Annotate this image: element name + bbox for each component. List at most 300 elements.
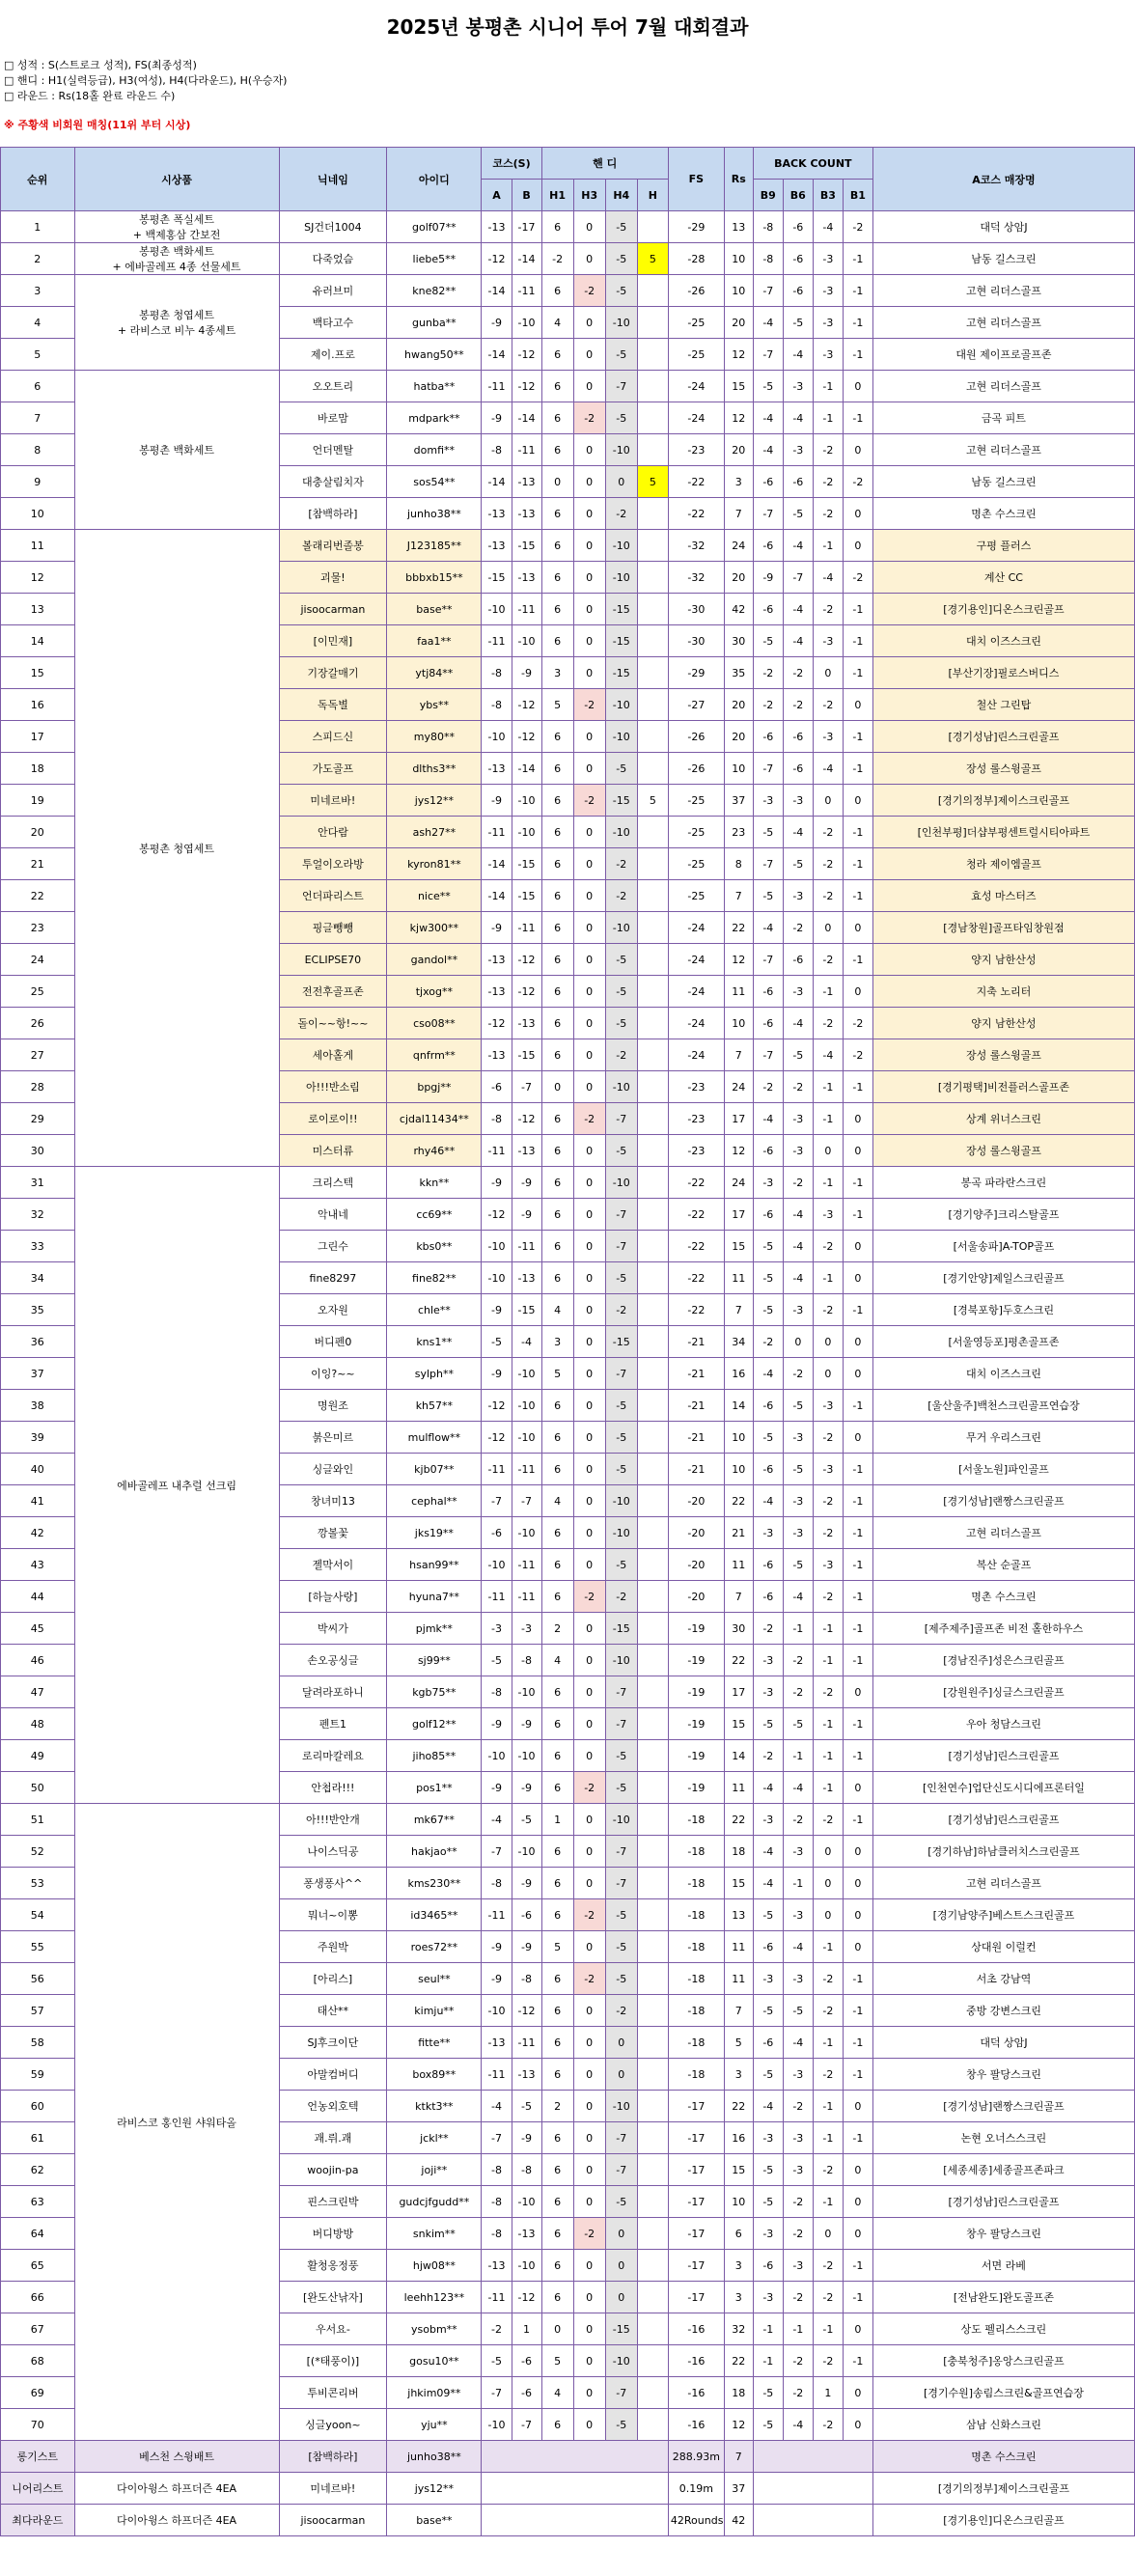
cell-store: 상대원 이럴컨 [872, 1931, 1134, 1963]
awards-body [1, 2441, 1135, 2536]
cell-nickname: 전전후골프존 [279, 976, 387, 1008]
cell-course-a: -6 [482, 1517, 512, 1549]
cell-rs: 11 [724, 1549, 753, 1581]
cell-h [637, 1071, 668, 1103]
cell-h3: 0 [573, 1039, 605, 1071]
cell-rs: 10 [724, 1454, 753, 1485]
cell-b9: -5 [753, 2059, 783, 2091]
cell-h4: -15 [605, 2313, 637, 2345]
note-round: □ 라운드 : Rs(18홀 완료 라운드 수) [4, 90, 176, 102]
cell-h1: 6 [541, 2218, 573, 2250]
cell-h3: 0 [573, 1326, 605, 1358]
cell-h3: 0 [573, 2377, 605, 2409]
cell-course-b: -10 [512, 2186, 541, 2218]
cell-b3: -4 [813, 1039, 843, 1071]
cell-h [637, 817, 668, 848]
cell-rank: 2 [1, 243, 75, 275]
cell-store: [강원원주]싱글스크린골프 [872, 1676, 1134, 1708]
cell-b9: -2 [753, 1613, 783, 1645]
cell-b3: -4 [813, 753, 843, 785]
cell-course-b: -12 [512, 1103, 541, 1135]
cell-h [637, 2122, 668, 2154]
cell-b9: -6 [753, 1581, 783, 1613]
cell-rs: 10 [724, 1008, 753, 1039]
cell-store: 창우 팔당스크린 [872, 2059, 1134, 2091]
cell-h1: 6 [541, 498, 573, 530]
cell-rank: 1 [1, 211, 75, 243]
cell-rank: 12 [1, 562, 75, 594]
cell-fs: -16 [668, 2313, 724, 2345]
cell-b1: -1 [843, 1581, 872, 1613]
cell-b9: -6 [753, 1199, 783, 1231]
cell-b6: -4 [783, 817, 813, 848]
cell-course-a: -4 [482, 2091, 512, 2122]
cell-store: 대원 제이프로골프존 [872, 339, 1134, 371]
cell-h [637, 1645, 668, 1676]
cell-id: jckl** [387, 2122, 482, 2154]
cell-b1: -1 [843, 1549, 872, 1581]
cell-h1: 6 [541, 944, 573, 976]
cell-h1: 6 [541, 817, 573, 848]
award-blank [753, 2505, 872, 2536]
cell-b1: -1 [843, 880, 872, 912]
cell-h [637, 307, 668, 339]
cell-course-b: -12 [512, 944, 541, 976]
cell-rs: 3 [724, 2059, 753, 2091]
cell-course-b: -12 [512, 976, 541, 1008]
cell-h [637, 1708, 668, 1740]
cell-h1: 6 [541, 371, 573, 402]
cell-h4: -10 [605, 1485, 637, 1517]
cell-course-b: -11 [512, 2027, 541, 2059]
cell-nickname: 퐁생퐁사^^ [279, 1868, 387, 1899]
cell-nickname: 나이스딕공 [279, 1836, 387, 1868]
cell-h1: 6 [541, 2027, 573, 2059]
cell-h1: 6 [541, 1708, 573, 1740]
cell-b6: -4 [783, 1581, 813, 1613]
cell-rank: 39 [1, 1422, 75, 1454]
cell-nickname: 아!!!반안개 [279, 1804, 387, 1836]
header-h4: H4 [605, 180, 637, 211]
cell-rs: 12 [724, 402, 753, 434]
cell-course-a: -14 [482, 848, 512, 880]
cell-h1: 6 [541, 1231, 573, 1262]
cell-b6: -4 [783, 625, 813, 657]
cell-b1: -1 [843, 275, 872, 307]
cell-rank: 43 [1, 1549, 75, 1581]
cell-b9: -6 [753, 594, 783, 625]
cell-b1: 0 [843, 1836, 872, 1868]
cell-rank: 45 [1, 1613, 75, 1645]
cell-course-b: -12 [512, 1995, 541, 2027]
cell-b9: -8 [753, 211, 783, 243]
cell-h [637, 562, 668, 594]
cell-fs: -17 [668, 2186, 724, 2218]
cell-b1: 0 [843, 1231, 872, 1262]
cell-b6: -3 [783, 1103, 813, 1135]
cell-h1: 6 [541, 2122, 573, 2154]
cell-rank: 42 [1, 1517, 75, 1549]
cell-h4: -10 [605, 1071, 637, 1103]
cell-fs: -17 [668, 2250, 724, 2282]
cell-b3: -2 [813, 880, 843, 912]
cell-b9: -3 [753, 785, 783, 817]
cell-h: 5 [637, 785, 668, 817]
cell-h4: -2 [605, 848, 637, 880]
cell-b9: -5 [753, 2377, 783, 2409]
cell-id: gandol** [387, 944, 482, 976]
cell-b3: -2 [813, 1485, 843, 1517]
award-row [1, 2441, 1135, 2473]
cell-fs: -25 [668, 817, 724, 848]
cell-b6: -3 [783, 1294, 813, 1326]
cell-fs: -22 [668, 1231, 724, 1262]
cell-b6: -2 [783, 912, 813, 944]
cell-id: kjw300** [387, 912, 482, 944]
cell-rank: 41 [1, 1485, 75, 1517]
cell-b1: 0 [843, 1772, 872, 1804]
cell-h4: -10 [605, 434, 637, 466]
cell-b9: -7 [753, 944, 783, 976]
cell-b3: -1 [813, 1740, 843, 1772]
cell-store: 서초 강남역 [872, 1963, 1134, 1995]
cell-rank: 60 [1, 2091, 75, 2122]
cell-b6: -2 [783, 2345, 813, 2377]
cell-rs: 3 [724, 2250, 753, 2282]
cell-store: [경북포항]두호스크린 [872, 1294, 1134, 1326]
cell-rank: 35 [1, 1294, 75, 1326]
cell-b3: 0 [813, 1836, 843, 1868]
cell-h1: 4 [541, 307, 573, 339]
cell-h3: 0 [573, 880, 605, 912]
cell-h1: -2 [541, 243, 573, 275]
cell-fs: -17 [668, 2218, 724, 2250]
cell-h [637, 1454, 668, 1485]
cell-course-b: -13 [512, 466, 541, 498]
cell-rs: 12 [724, 944, 753, 976]
cell-h3: 0 [573, 434, 605, 466]
cell-h4: -2 [605, 1581, 637, 1613]
cell-course-b: -11 [512, 1581, 541, 1613]
cell-fs: -21 [668, 1422, 724, 1454]
cell-course-b: -8 [512, 2154, 541, 2186]
cell-course-a: -13 [482, 2250, 512, 2282]
cell-course-a: -11 [482, 625, 512, 657]
cell-h3: 0 [573, 371, 605, 402]
cell-h [637, 1995, 668, 2027]
cell-h [637, 2059, 668, 2091]
cell-b3: -3 [813, 1199, 843, 1231]
cell-store: [울산울주]백천스크린골프연습장 [872, 1390, 1134, 1422]
cell-h3: 0 [573, 211, 605, 243]
cell-h1: 6 [541, 1836, 573, 1868]
award-label: 니어리스트 [1, 2473, 75, 2505]
award-nickname: jisoocarman [279, 2505, 387, 2536]
cell-course-a: -9 [482, 1963, 512, 1995]
cell-id: kjb07** [387, 1454, 482, 1485]
cell-h [637, 275, 668, 307]
cell-b6: -2 [783, 2377, 813, 2409]
cell-b3: -3 [813, 307, 843, 339]
cell-b6: -4 [783, 2027, 813, 2059]
cell-rs: 7 [724, 1995, 753, 2027]
cell-b9: -6 [753, 1454, 783, 1485]
cell-nickname: 바로맘 [279, 402, 387, 434]
cell-b9: -4 [753, 1836, 783, 1868]
cell-store: [세종세종]세종골프존파크 [872, 2154, 1134, 2186]
cell-fs: -19 [668, 1708, 724, 1740]
award-blank [482, 2441, 668, 2473]
cell-h1: 6 [541, 1740, 573, 1772]
cell-b3: -2 [813, 848, 843, 880]
cell-course-b: -10 [512, 625, 541, 657]
cell-id: cso08** [387, 1008, 482, 1039]
cell-h [637, 2218, 668, 2250]
cell-b3: -3 [813, 275, 843, 307]
award-value: 42Rounds [668, 2505, 724, 2536]
cell-fs: -17 [668, 2122, 724, 2154]
cell-h1: 5 [541, 2345, 573, 2377]
cell-h: 5 [637, 243, 668, 275]
cell-h1: 6 [541, 1039, 573, 1071]
cell-h3: 0 [573, 1008, 605, 1039]
cell-course-a: -9 [482, 1772, 512, 1804]
cell-nickname: 유러브미 [279, 275, 387, 307]
cell-nickname: 크리스텍 [279, 1167, 387, 1199]
cell-b1: 0 [843, 1868, 872, 1899]
cell-id: hsan99** [387, 1549, 482, 1581]
cell-b9: -5 [753, 2154, 783, 2186]
cell-fs: -22 [668, 1294, 724, 1326]
cell-h1: 4 [541, 1294, 573, 1326]
cell-b6: -1 [783, 1613, 813, 1645]
cell-h1: 6 [541, 880, 573, 912]
cell-rs: 16 [724, 2122, 753, 2154]
cell-store: 고현 리더스골프 [872, 434, 1134, 466]
cell-b6: -5 [783, 498, 813, 530]
cell-store: [경기성남]린스크린골프 [872, 2186, 1134, 2218]
cell-course-b: -10 [512, 817, 541, 848]
cell-course-b: -7 [512, 2409, 541, 2441]
cell-course-b: -12 [512, 2282, 541, 2313]
cell-course-b: -9 [512, 1931, 541, 1963]
cell-store: 효성 마스터즈 [872, 880, 1134, 912]
cell-b1: -1 [843, 1517, 872, 1549]
cell-rank: 62 [1, 2154, 75, 2186]
cell-b3: -1 [813, 2122, 843, 2154]
cell-h3: 0 [573, 2186, 605, 2218]
cell-rank: 11 [1, 530, 75, 562]
cell-h1: 6 [541, 1390, 573, 1422]
cell-b9: -6 [753, 530, 783, 562]
cell-b1: 0 [843, 2377, 872, 2409]
cell-b1: -1 [843, 1963, 872, 1995]
cell-course-b: -13 [512, 1262, 541, 1294]
cell-h [637, 689, 668, 721]
cell-h1: 4 [541, 1645, 573, 1676]
cell-h1: 6 [541, 2409, 573, 2441]
cell-h1: 6 [541, 339, 573, 371]
cell-rs: 24 [724, 1167, 753, 1199]
cell-b6: -6 [783, 275, 813, 307]
cell-b6: -3 [783, 2059, 813, 2091]
cell-h3: -2 [573, 1772, 605, 1804]
cell-course-a: -14 [482, 880, 512, 912]
cell-h3: 0 [573, 562, 605, 594]
cell-course-b: -12 [512, 689, 541, 721]
cell-b3: -1 [813, 371, 843, 402]
cell-h1: 6 [541, 1676, 573, 1708]
cell-nickname: [(*태풍이)] [279, 2345, 387, 2377]
cell-b1: -1 [843, 2027, 872, 2059]
cell-h4: -15 [605, 1613, 637, 1645]
cell-b1: 0 [843, 1899, 872, 1931]
cell-nickname: 볼래리번졸봉 [279, 530, 387, 562]
cell-fs: -18 [668, 1995, 724, 2027]
cell-nickname: 괘.뤼.괘 [279, 2122, 387, 2154]
cell-rs: 10 [724, 243, 753, 275]
cell-course-a: -14 [482, 339, 512, 371]
cell-b9: -3 [753, 1167, 783, 1199]
cell-store: [경기성남]린스크린골프 [872, 1804, 1134, 1836]
cell-course-a: -6 [482, 1071, 512, 1103]
cell-course-b: -12 [512, 371, 541, 402]
cell-h [637, 976, 668, 1008]
cell-b6: -3 [783, 880, 813, 912]
cell-b6: -2 [783, 2091, 813, 2122]
cell-h [637, 1676, 668, 1708]
cell-rank: 64 [1, 2218, 75, 2250]
cell-h3: 0 [573, 2282, 605, 2313]
cell-store: 명촌 수스크린 [872, 498, 1134, 530]
cell-fs: -19 [668, 1645, 724, 1676]
cell-rs: 13 [724, 1899, 753, 1931]
notice-orange-matching: ※ 주황색 비회원 매칭(11위 부터 시상) [4, 119, 191, 131]
cell-b9: -3 [753, 2282, 783, 2313]
cell-rank: 53 [1, 1868, 75, 1899]
cell-b6: -1 [783, 1740, 813, 1772]
cell-b6: -2 [783, 2186, 813, 2218]
cell-h3: 0 [573, 1740, 605, 1772]
header-b1: B1 [843, 180, 872, 211]
cell-b3: -2 [813, 1995, 843, 2027]
cell-id: kkn** [387, 1167, 482, 1199]
cell-fs: -30 [668, 594, 724, 625]
table-row [1, 243, 1135, 275]
cell-rank: 58 [1, 2027, 75, 2059]
cell-b6: -5 [783, 1995, 813, 2027]
cell-b6: -5 [783, 1549, 813, 1581]
cell-nickname: 젤막서이 [279, 1549, 387, 1581]
cell-h [637, 498, 668, 530]
cell-b1: 0 [843, 498, 872, 530]
cell-fs: -22 [668, 466, 724, 498]
cell-b9: -4 [753, 912, 783, 944]
cell-h [637, 1390, 668, 1422]
cell-b1: -1 [843, 944, 872, 976]
cell-store: 서면 라베 [872, 2250, 1134, 2282]
cell-h [637, 1899, 668, 1931]
cell-b1: -1 [843, 1645, 872, 1676]
cell-b1: -1 [843, 339, 872, 371]
cell-h [637, 2027, 668, 2059]
cell-store: 금곡 피트 [872, 402, 1134, 434]
cell-b6: -3 [783, 1422, 813, 1454]
cell-id: kimju** [387, 1995, 482, 2027]
cell-h [637, 1008, 668, 1039]
cell-id: kgb75** [387, 1676, 482, 1708]
cell-h4: 0 [605, 2218, 637, 2250]
cell-id: box89** [387, 2059, 482, 2091]
cell-rs: 15 [724, 1868, 753, 1899]
cell-b1: -1 [843, 2122, 872, 2154]
header-b9: B9 [753, 180, 783, 211]
cell-b9: -6 [753, 1135, 783, 1167]
cell-course-a: -10 [482, 1995, 512, 2027]
cell-b3: -2 [813, 1804, 843, 1836]
cell-rank: 26 [1, 1008, 75, 1039]
cell-course-a: -5 [482, 1645, 512, 1676]
cell-course-a: -11 [482, 1899, 512, 1931]
cell-h1: 3 [541, 657, 573, 689]
cell-h3: 0 [573, 530, 605, 562]
cell-course-b: -9 [512, 1708, 541, 1740]
cell-b9: -6 [753, 1008, 783, 1039]
cell-fs: -24 [668, 402, 724, 434]
cell-b3: -1 [813, 1071, 843, 1103]
cell-b9: -3 [753, 1676, 783, 1708]
cell-store: [전남완도]완도골프존 [872, 2282, 1134, 2313]
cell-nickname: 명원조 [279, 1390, 387, 1422]
cell-rs: 17 [724, 1676, 753, 1708]
cell-course-a: -13 [482, 976, 512, 1008]
cell-fs: -21 [668, 1454, 724, 1485]
cell-b3: 0 [813, 1868, 843, 1899]
cell-b9: -6 [753, 1390, 783, 1422]
cell-b1: -1 [843, 1071, 872, 1103]
cell-fs: -27 [668, 689, 724, 721]
cell-nickname: 뭐너~이뽕 [279, 1899, 387, 1931]
cell-h4: -5 [605, 402, 637, 434]
cell-id: dlths3** [387, 753, 482, 785]
cell-rs: 7 [724, 1039, 753, 1071]
cell-nickname: [하늘사랑] [279, 1581, 387, 1613]
cell-id: kyron81** [387, 848, 482, 880]
cell-b1: 0 [843, 2154, 872, 2186]
cell-h4: 0 [605, 2059, 637, 2091]
cell-fs: -32 [668, 562, 724, 594]
cell-rank: 36 [1, 1326, 75, 1358]
cell-rank: 17 [1, 721, 75, 753]
cell-rank: 25 [1, 976, 75, 1008]
cell-nickname: 투비콘리버 [279, 2377, 387, 2409]
cell-h3: 0 [573, 1804, 605, 1836]
cell-h [637, 944, 668, 976]
cell-nickname: 달려라포하니 [279, 1676, 387, 1708]
cell-course-a: -8 [482, 1868, 512, 1899]
cell-id: J123185** [387, 530, 482, 562]
header-rank: 순위 [1, 148, 75, 211]
cell-b9: -6 [753, 976, 783, 1008]
cell-course-a: -11 [482, 2059, 512, 2091]
cell-course-a: -12 [482, 1422, 512, 1454]
award-nickname: [참백하라] [279, 2441, 387, 2473]
cell-rs: 11 [724, 976, 753, 1008]
cell-b3: -2 [813, 1963, 843, 1995]
cell-b3: -1 [813, 2186, 843, 2218]
cell-nickname: 펜트1 [279, 1708, 387, 1740]
header-b3: B3 [813, 180, 843, 211]
